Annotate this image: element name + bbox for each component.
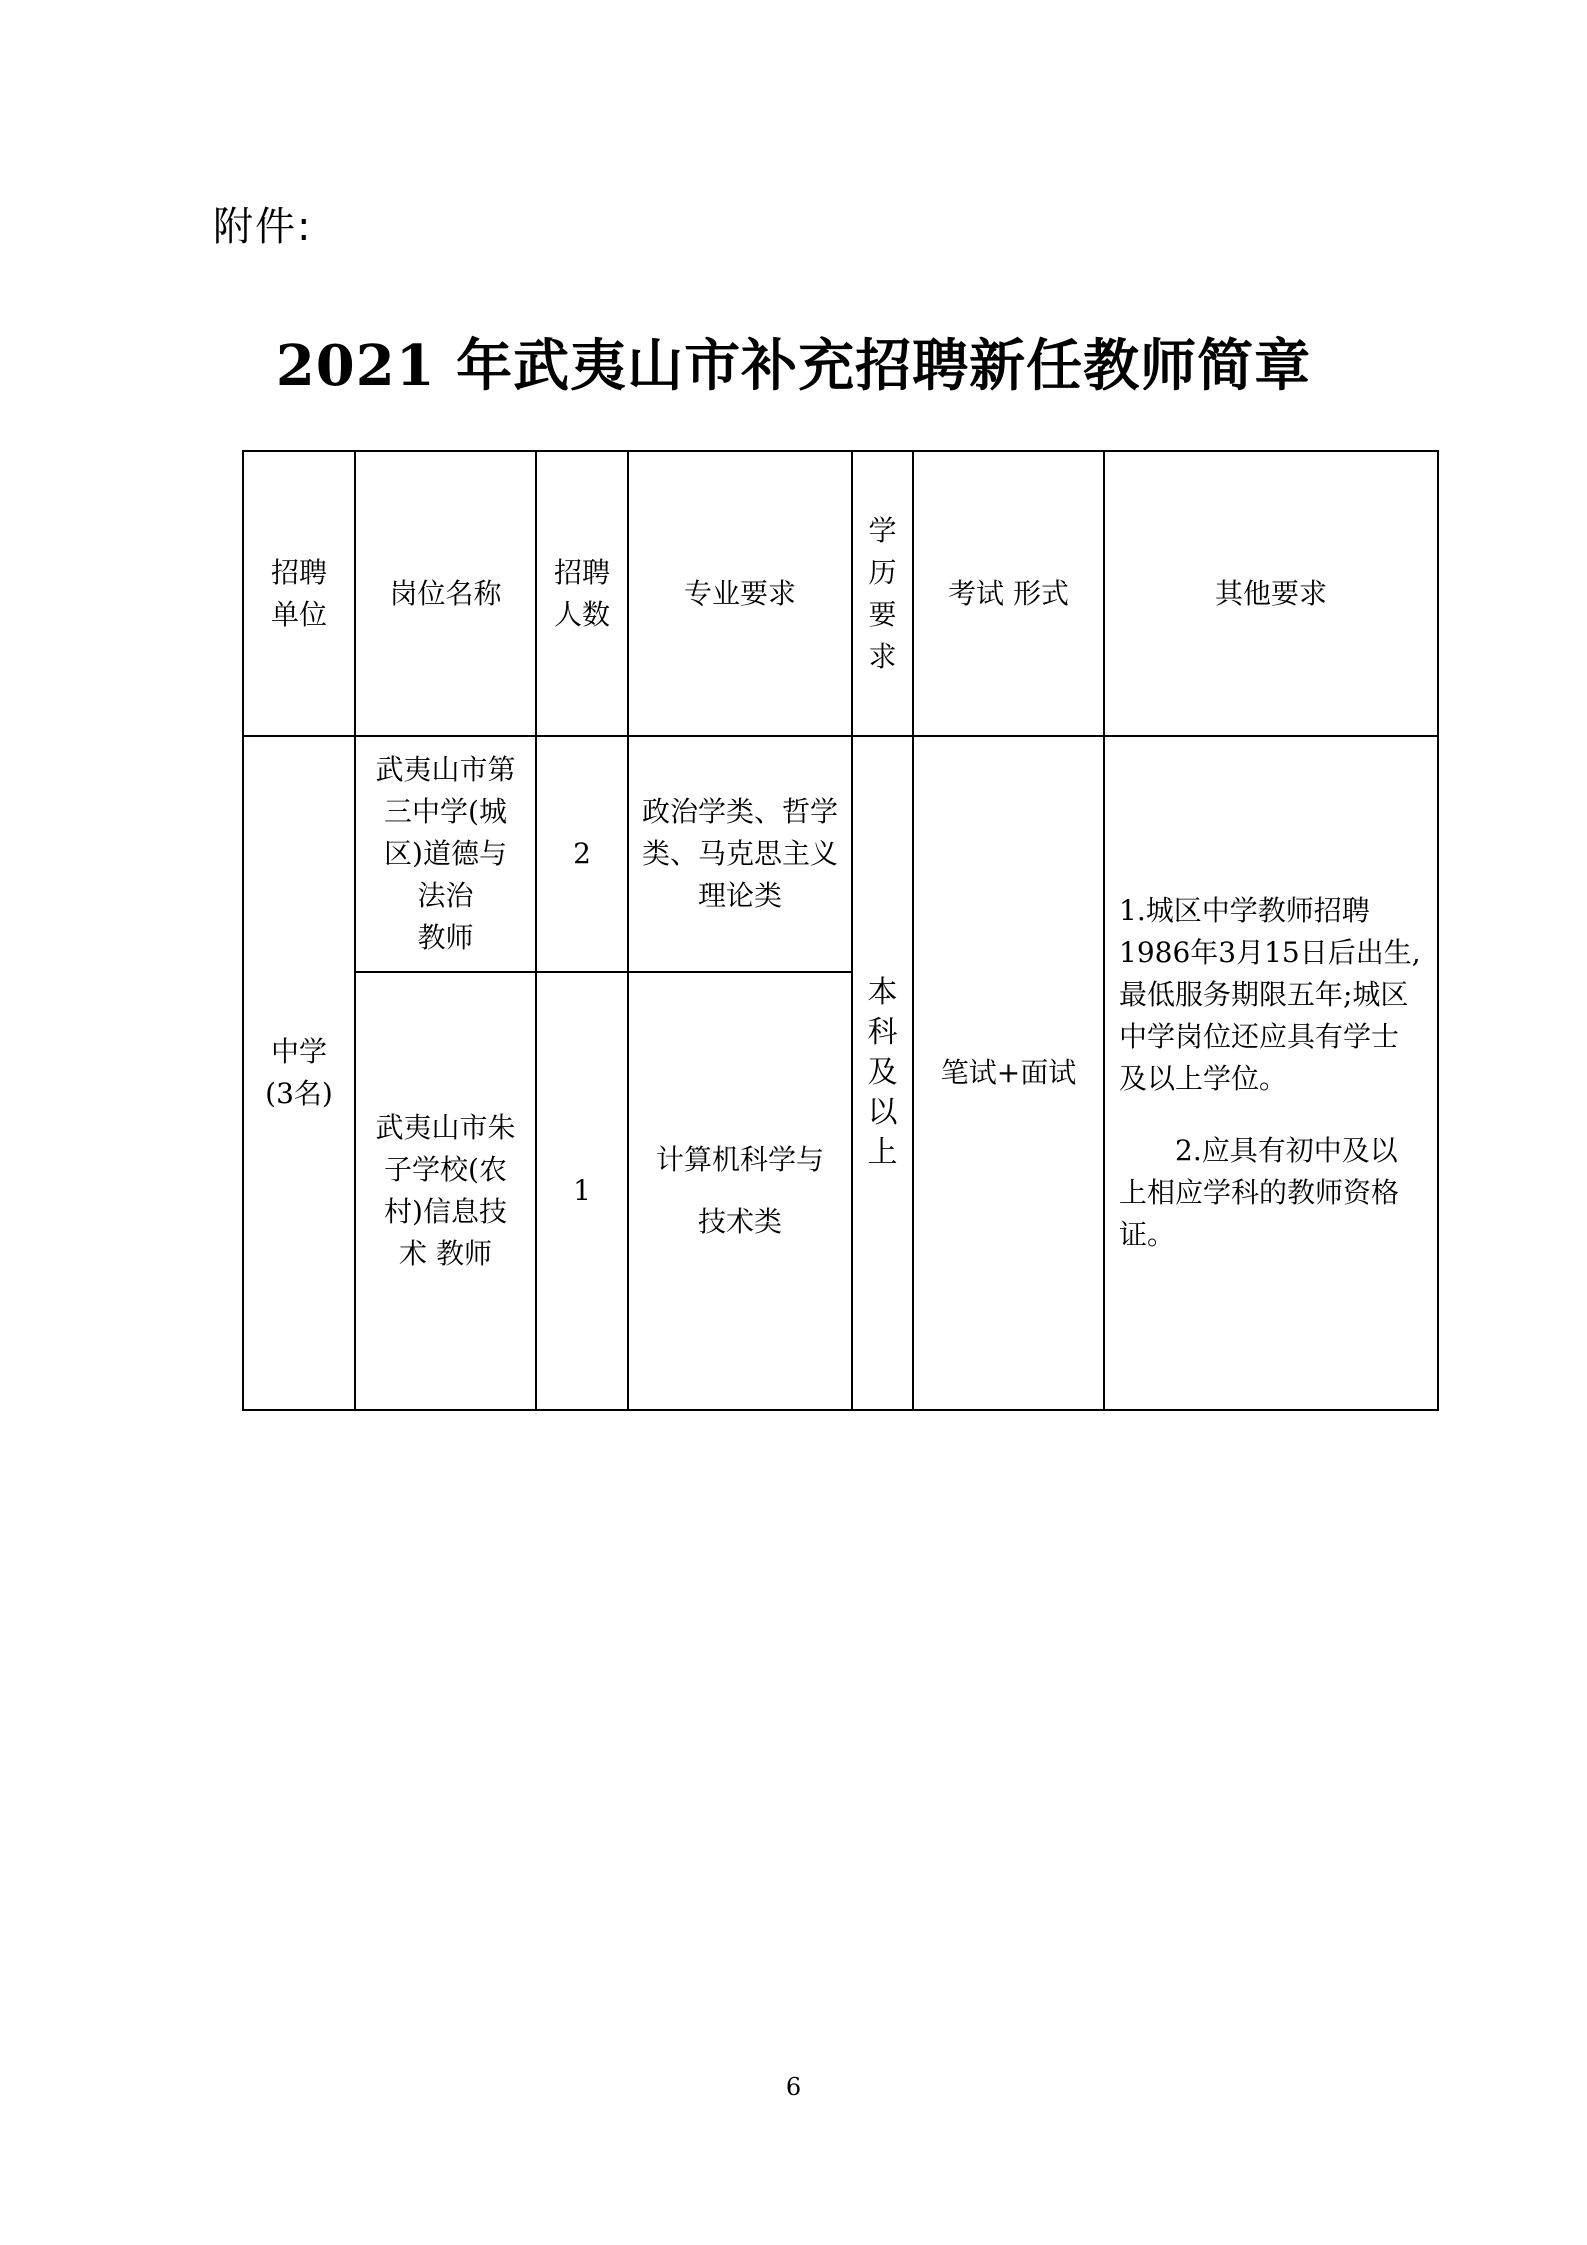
position-cell: 武夷山市朱 子学校(农 村)信息技 术 教师: [355, 972, 536, 1410]
unit-cell: 中学 (3名): [243, 736, 355, 1410]
header-unit: 招聘 单位: [243, 451, 355, 736]
major-cell: 计算机科学与 技术类: [628, 972, 852, 1410]
exam-cell: 笔试+面试: [913, 736, 1104, 1410]
education-cell: 本 科 及 以 上: [852, 736, 913, 1410]
other-requirement-2: 2.应具有初中及以上相应学科的教师资格证。: [1119, 1134, 1400, 1251]
count-cell: 2: [536, 736, 628, 972]
header-position: 岗位名称: [355, 451, 536, 736]
header-education: 学 历 要 求: [852, 451, 913, 736]
other-requirement-1: 1.城区中学教师招聘1986年3月15日后出生,最低服务期限五年;城区中学岗位还应具有学士及以上学位。: [1119, 894, 1421, 1095]
other-requirements-cell: [1104, 736, 1438, 1410]
table-header-row: [243, 451, 1438, 736]
major-cell: 政治学类、哲学 类、马克思主义 理论类: [628, 736, 852, 972]
header-exam: 考试 形式: [913, 451, 1104, 736]
table-row: [243, 736, 1438, 972]
header-count: 招聘 人数: [536, 451, 628, 736]
header-other: 其他要求: [1104, 451, 1438, 736]
document-title: 2021 年武夷山市补充招聘新任教师简章: [275, 333, 1312, 399]
attachment-label: 附件:: [213, 204, 313, 250]
count-cell: 1: [536, 972, 628, 1410]
recruitment-table: [242, 450, 1439, 1411]
page-number: 6: [785, 2073, 802, 2101]
header-major: 专业要求: [628, 451, 852, 736]
position-cell: 武夷山市第 三中学(城 区)道德与 法治 教师: [355, 736, 536, 972]
